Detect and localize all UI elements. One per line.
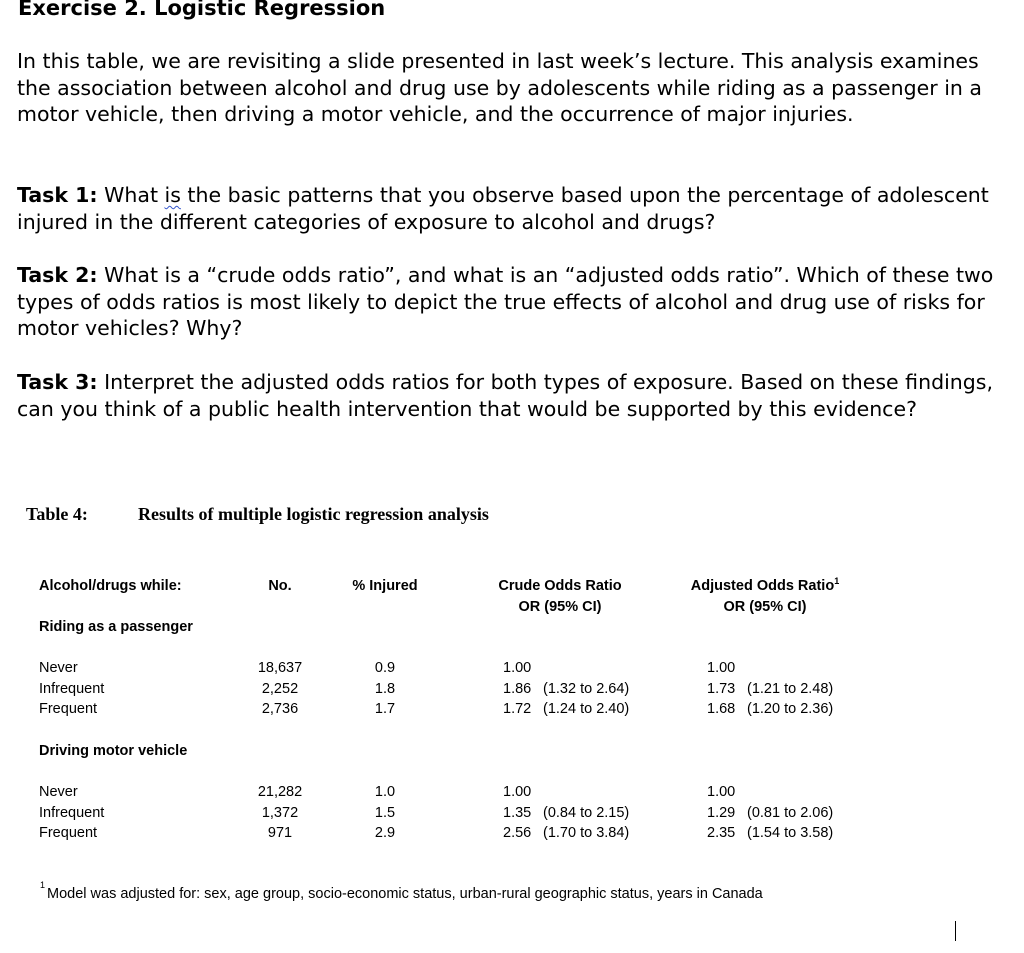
injured-value: 1.8 (374, 680, 396, 697)
crude-row (503, 823, 629, 844)
adjusted-or-value: 2.35 (707, 825, 736, 841)
section-driving-counts (240, 782, 320, 844)
task-3-text: Interpret the adjusted odds ratios for both types of exposure. Based on these findings, can you think of a public health intervention that would be supported by this evidence? (17, 370, 993, 421)
adjusted-or-value: 1.00 (707, 660, 736, 676)
header-adjusted-title (675, 576, 855, 597)
injured-value: 1.7 (374, 701, 396, 717)
table-title: Results of multiple logistic regression analysis (138, 504, 489, 524)
adjusted-or-value: 1.29 (707, 804, 736, 821)
adjusted-row (707, 658, 833, 679)
adjusted-row (707, 803, 833, 824)
section-driving-categories (39, 782, 104, 844)
category-label: Infrequent (39, 680, 105, 697)
intro-paragraph: In this table, we are revisiting a slide presented in last week’s lecture. This analysis examines the association between alcohol and drug use by adolescents while riding as a passenger in a motor vehicle, then driving a motor vehicle, and the occurrence of major injuries. (17, 49, 982, 127)
adjusted-row (707, 699, 833, 720)
adjusted-or-value: 1.73 (707, 680, 736, 697)
count-value: 2,736 (261, 701, 299, 717)
section-riding-counts (240, 658, 320, 720)
crude-or-value: 1.35 (503, 804, 532, 821)
crude-ci-value: (1.32 to 2.64) (543, 680, 630, 697)
category-label: Frequent (39, 825, 98, 841)
adjusted-ci-value: (1.54 to 3.58) (747, 825, 834, 841)
adjusted-ci-value: (0.81 to 2.06) (747, 804, 834, 821)
header-group: Alcohol/drugs while: (39, 578, 182, 594)
header-adjusted-footnote-mark: 1 (834, 576, 840, 587)
task-2-paragraph (17, 262, 1007, 342)
section-riding-categories (39, 658, 104, 720)
crude-ci-value: (0.84 to 2.15) (543, 804, 630, 821)
crude-row (503, 658, 629, 679)
table-footnote (40, 880, 763, 902)
header-adjusted-text: Adjusted Odds Ratio (690, 578, 835, 594)
injured-value: 2.9 (374, 825, 396, 841)
spellcheck-marked-word[interactable]: is (164, 183, 181, 207)
count-value: 1,372 (261, 804, 299, 821)
crude-row (503, 679, 629, 700)
adjusted-or-value: 1.68 (707, 701, 736, 717)
section-title-driving: Driving motor vehicle (39, 743, 188, 759)
crude-or-value: 1.86 (503, 680, 532, 697)
section-driving-adjusted (707, 782, 833, 844)
crude-ci-value: (1.24 to 2.40) (543, 701, 630, 717)
crude-or-value: 1.72 (503, 701, 532, 717)
adjusted-ci-value: (1.20 to 2.36) (747, 701, 834, 717)
footnote-text: Model was adjusted for: sex, age group, socio-economic status, urban-rural geographic status, years in Canada (47, 885, 763, 902)
header-crude-sub: OR (95% CI) (518, 598, 602, 615)
crude-or-value: 1.00 (503, 784, 532, 800)
crude-row (503, 782, 629, 803)
exercise-title: Exercise 2. Logistic Regression (18, 0, 386, 20)
adjusted-row (707, 782, 833, 803)
section-driving-crude (503, 782, 629, 844)
task-1-text-pre: What (97, 183, 165, 207)
injured-value: 1.0 (374, 784, 396, 800)
category-label: Infrequent (39, 804, 105, 821)
section-riding-crude (503, 658, 629, 720)
task-1-text-post: the basic patterns that you observe based upon the percentage of adolescent injured in the different categories of exposure to alcohol and drugs? (17, 183, 989, 234)
task-3-paragraph (17, 369, 1007, 422)
header-crude-title: Crude Odds Ratio (498, 578, 622, 594)
crude-row (503, 699, 629, 720)
crude-ci-value: (1.70 to 3.84) (543, 825, 630, 841)
crude-or-value: 2.56 (503, 825, 532, 841)
section-driving-injured (345, 782, 425, 844)
crude-row (503, 803, 629, 824)
task-3-label: Task 3: (17, 370, 98, 394)
crude-or-value: 1.00 (503, 660, 532, 676)
section-title-riding: Riding as a passenger (39, 619, 193, 635)
header-crude (480, 576, 640, 617)
task-2-label: Task 2: (17, 263, 98, 287)
task-2-text: What is a “crude odds ratio”, and what is an “adjusted odds ratio”. Which of these two types of odds ratios is most likely to depict the true effects of alcohol and drug use of risks for motor vehicles? Why? (17, 263, 994, 341)
header-no: No. (268, 578, 292, 594)
header-adjusted (675, 576, 855, 617)
category-label: Never (39, 784, 78, 800)
task-1-label: Task 1: (17, 183, 98, 207)
count-value: 18,637 (257, 660, 303, 676)
count-value: 2,252 (261, 680, 299, 697)
injured-value: 1.5 (374, 804, 396, 821)
adjusted-ci-value: (1.21 to 2.48) (747, 680, 834, 697)
section-riding-injured (345, 658, 425, 720)
text-cursor (955, 921, 956, 941)
count-value: 971 (267, 825, 293, 841)
task-1-paragraph (17, 182, 1007, 235)
category-label: Frequent (39, 701, 98, 717)
adjusted-row (707, 823, 833, 844)
table-number: Table 4: (26, 504, 88, 524)
adjusted-row (707, 679, 833, 700)
count-value: 21,282 (257, 784, 303, 800)
category-label: Never (39, 660, 78, 676)
injured-value: 0.9 (374, 660, 396, 676)
footnote-mark: 1 (40, 880, 46, 890)
adjusted-or-value: 1.00 (707, 784, 736, 800)
section-riding-adjusted (707, 658, 833, 720)
header-injured: % Injured (352, 578, 418, 594)
header-adjusted-sub: OR (95% CI) (723, 598, 807, 615)
